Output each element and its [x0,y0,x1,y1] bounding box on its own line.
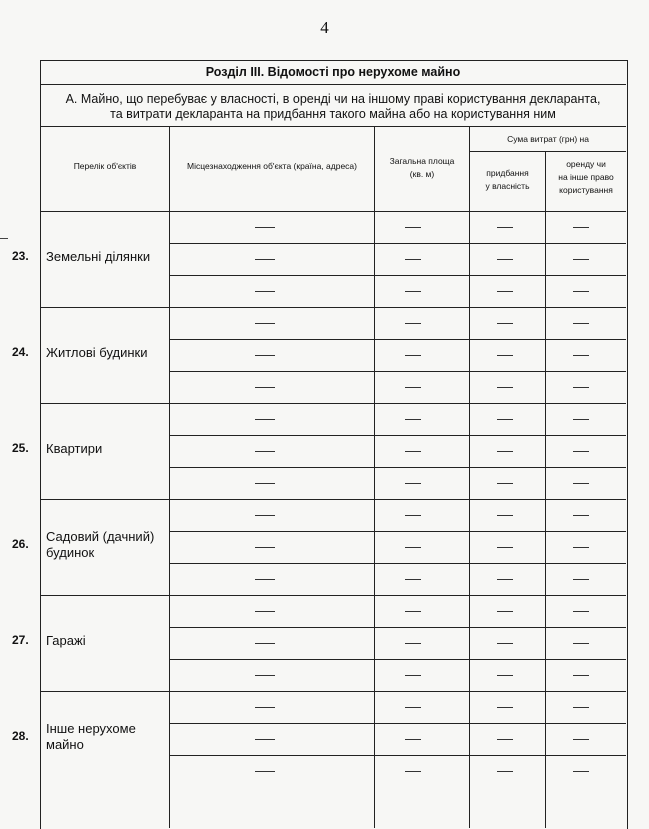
empty-cell-dash [573,355,589,356]
empty-cell-dash [405,707,421,708]
section-title: Розділ III. Відомості про нерухоме майно [40,60,626,85]
empty-cell-dash [405,611,421,612]
empty-cell-dash [255,227,275,228]
empty-cell-dash [497,419,513,420]
empty-cell-dash [255,547,275,548]
col-header-objects: Перелік об'єктів [73,161,137,171]
row-label-line-1: Земельні ділянки [46,249,151,264]
empty-cell-dash [405,515,421,516]
empty-cell-dash [405,739,421,740]
table-subrow-line [169,371,626,372]
empty-cell-dash [255,483,275,484]
empty-cell-dash [497,643,513,644]
empty-cell-dash [573,707,589,708]
page-number: 4 [320,18,329,37]
empty-cell-dash [255,355,275,356]
empty-cell-dash [573,611,589,612]
table-subrow-line [169,275,626,276]
row-label [46,345,148,361]
empty-cell-dash [573,739,589,740]
empty-cell-dash [255,419,275,420]
empty-cell-dash [255,515,275,516]
empty-cell-dash [573,515,589,516]
col-header-rent [547,158,625,197]
empty-cell-dash [405,419,421,420]
row-number: 24. [12,345,29,359]
empty-cell-dash [255,259,275,260]
empty-cell-dash [255,451,275,452]
empty-cell-dash [497,355,513,356]
table-group-line [40,403,626,404]
row-label [46,721,136,753]
table-subrow-line [169,467,626,468]
empty-cell-dash [255,611,275,612]
empty-cell-dash [255,387,275,388]
empty-cell-dash [405,547,421,548]
empty-cell-dash [573,579,589,580]
empty-cell-dash [255,771,275,772]
empty-cell-dash [497,227,513,228]
empty-cell-dash [405,451,421,452]
header-bottom-line [40,211,626,212]
row-label-line-2: будинок [46,545,95,560]
row-label-line-1: Житлові будинки [46,345,148,360]
empty-cell-dash [573,419,589,420]
empty-cell-dash [405,675,421,676]
empty-cell-dash [497,675,513,676]
empty-cell-dash [573,547,589,548]
empty-cell-dash [497,579,513,580]
table-subrow-line [169,723,626,724]
empty-cell-dash [405,643,421,644]
row-number: 27. [12,633,29,647]
subheading-line-2: та витрати декларанта на придбання такого майна або на користування ним [110,107,556,121]
empty-cell-dash [255,643,275,644]
col-line-4 [545,151,546,828]
empty-cell-dash [255,291,275,292]
col-header-rent-line-3: користування [559,185,613,195]
empty-cell-dash [573,387,589,388]
empty-cell-dash [405,771,421,772]
col-header-purchase-line-2: у власність [485,181,530,191]
empty-cell-dash [573,259,589,260]
table-subrow-line [169,243,626,244]
col-header-expenses: Сума витрат (грн) на [507,134,589,144]
empty-cell-dash [405,355,421,356]
row-label [46,249,150,265]
subheading-line-1: А. Майно, що перебуває у власності, в оренді чи на іншому праві користування декларанта, [65,92,601,106]
empty-cell-dash [497,451,513,452]
empty-cell-dash [255,323,275,324]
table-subrow-line [169,755,626,756]
empty-cell-dash [497,483,513,484]
empty-cell-dash [255,707,275,708]
row-label [46,529,154,561]
empty-cell-dash [497,707,513,708]
row-label-line-1: Садовий (дачний) [46,529,155,544]
empty-cell-dash [497,611,513,612]
empty-cell-dash [573,227,589,228]
empty-cell-dash [497,259,513,260]
table-subrow-line [169,563,626,564]
table-subrow-line [169,339,626,340]
empty-cell-dash [255,579,275,580]
empty-cell-dash [497,387,513,388]
col-header-rent-line-1: оренду чи [566,159,606,169]
expenses-split-line [469,151,626,152]
col-header-purchase-line-1: придбання [486,168,529,178]
col-header-rent-line-2: на інше право [558,172,614,182]
table-group-line [40,691,626,692]
header-top-line [40,126,626,127]
empty-cell-dash [573,323,589,324]
col-header-purchase [471,167,544,193]
empty-cell-dash [405,323,421,324]
row-number: 26. [12,537,29,551]
row-label-line-1: Інше нерухоме [46,721,136,736]
row-number: 28. [12,729,29,743]
row-number: 25. [12,441,29,455]
row-label-line-2: майно [46,737,84,752]
row-label [46,441,102,457]
empty-cell-dash [405,579,421,580]
empty-cell-dash [573,483,589,484]
col-header-location: Місцезнаходження об'єкта (країна, адреса) [187,161,357,171]
row-label-line-1: Гаражі [46,633,86,648]
table-group-line [40,499,626,500]
empty-cell-dash [497,771,513,772]
table-subrow-line [169,531,626,532]
table-subrow-line [169,435,626,436]
empty-cell-dash [573,675,589,676]
empty-cell-dash [497,323,513,324]
empty-cell-dash [497,547,513,548]
subheading [40,92,626,122]
empty-cell-dash [573,771,589,772]
empty-cell-dash [405,483,421,484]
empty-cell-dash [255,675,275,676]
col-header-area-line-2: (кв. м) [409,169,435,179]
table-subrow-line [169,627,626,628]
empty-cell-dash [405,259,421,260]
table-subrow-line [169,659,626,660]
row-label-line-1: Квартири [46,441,103,456]
margin-mark [0,238,8,239]
empty-cell-dash [405,227,421,228]
row-label [46,633,86,649]
empty-cell-dash [405,387,421,388]
empty-cell-dash [497,291,513,292]
empty-cell-dash [573,291,589,292]
empty-cell-dash [497,515,513,516]
empty-cell-dash [255,739,275,740]
table-group-line [40,307,626,308]
col-header-area [376,155,468,181]
empty-cell-dash [573,451,589,452]
table-group-line [40,595,626,596]
empty-cell-dash [405,291,421,292]
empty-cell-dash [573,643,589,644]
row-number: 23. [12,249,29,263]
col-header-area-line-1: Загальна площа [389,156,455,166]
empty-cell-dash [497,739,513,740]
